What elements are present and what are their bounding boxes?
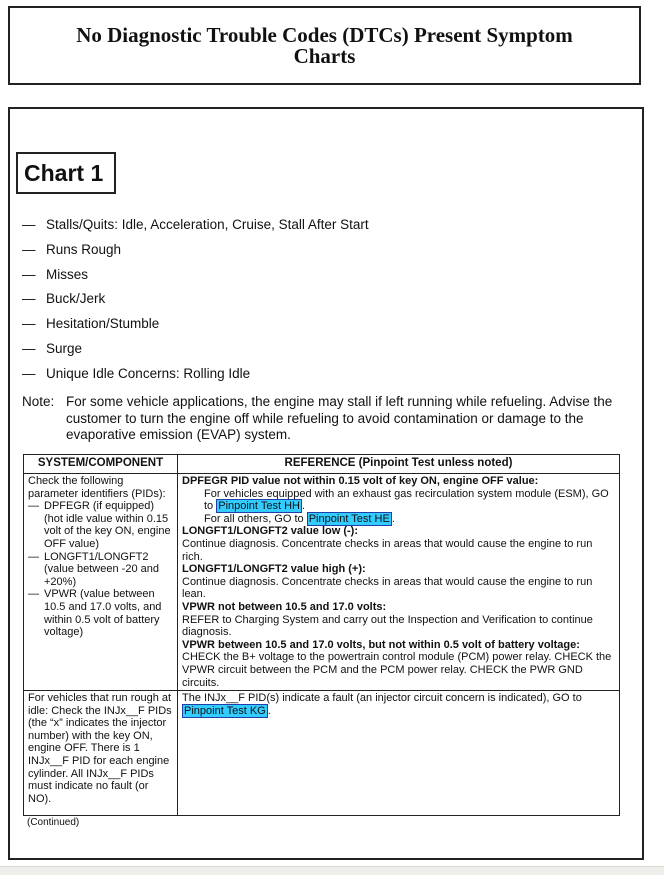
symptom-item <box>22 216 369 241</box>
punctuation: . <box>301 500 306 513</box>
note-block <box>22 394 632 444</box>
table-row <box>24 691 620 816</box>
dash-bullet: — <box>28 550 39 563</box>
column-header-system: SYSTEM/COMPONENT <box>24 455 178 474</box>
dash-bullet: — <box>22 217 36 232</box>
page-title-line-2: Charts <box>293 43 356 68</box>
pid-item <box>28 551 173 589</box>
page-title-box <box>8 6 641 85</box>
reference-cell <box>178 691 620 816</box>
symptom-text: Hesitation/Stumble <box>46 316 160 332</box>
reference-heading: LONGFT1/LONGFT2 value high (+): <box>182 563 366 576</box>
reference-heading: LONGFT1/LONGFT2 value low (-): <box>182 525 358 538</box>
symptom-item <box>22 315 369 340</box>
reference-text <box>182 488 615 513</box>
symptom-text: Surge <box>46 340 83 356</box>
note-label: Note: <box>22 394 55 409</box>
punctuation: . <box>267 704 271 717</box>
reference-text-part: For all others, GO to <box>204 512 307 525</box>
reference-heading: VPWR between 10.5 and 17.0 volts, but not within 0.5 volt of battery voltage: <box>182 638 580 651</box>
reference-text <box>182 513 615 526</box>
column-header-reference: REFERENCE (Pinpoint Test unless noted) <box>178 455 620 474</box>
dash-bullet: — <box>22 316 36 332</box>
pid-item <box>28 588 173 638</box>
note-text: For some vehicle applications, the engine may stall if left running while refueling. Advise the customer to turn the engine off while refueling to avoid contamination or damage to the evaporative emission (EVAP) system. <box>66 394 613 442</box>
punctuation: . <box>391 512 395 525</box>
symptom-text: Misses <box>46 266 89 282</box>
chart-label: Chart 1 <box>16 152 116 194</box>
reference-text-part: For vehicles equipped with an exhaust gas recirculation system module (ESM), GO to <box>204 487 609 513</box>
symptom-text: Unique Idle Concerns: Rolling Idle <box>46 365 251 381</box>
pid-item <box>28 500 173 550</box>
pinpoint-test-kg-link[interactable]: Pinpoint Test KG <box>184 704 266 717</box>
symptom-item <box>22 290 369 315</box>
system-intro: Check the following parameter identifiers (PIDs): <box>28 475 166 500</box>
system-cell: For vehicles that run rough at idle: Check the INJx__F PIDs (the “x” indicates the injector number) with the key ON, engine OFF. There is 1 INJx__F PID for each engine cylinder. All INJx__F PIDs must indicate no fault (or NO). <box>24 691 178 816</box>
reference-heading: DPFEGR PID value not within 0.15 volt of key ON, engine OFF value: <box>182 475 539 487</box>
symptom-item <box>22 266 369 291</box>
pinpoint-test-hh-link[interactable]: Pinpoint Test HH <box>218 500 300 513</box>
symptom-list <box>22 216 369 390</box>
table-row <box>24 474 620 691</box>
pid-item-text: LONGFT1/LONGFT2 (value between -20 and +20%) <box>44 550 159 588</box>
dash-bullet: — <box>28 588 39 601</box>
page-title-line-1: No Diagnostic Trouble Codes (DTCs) Present Symptom <box>76 22 573 47</box>
symptom-text: Stalls/Quits: Idle, Acceleration, Cruise, Stall After Start <box>46 217 369 232</box>
symptom-text: Runs Rough <box>46 241 122 257</box>
dash-bullet: — <box>28 500 39 513</box>
dash-bullet: — <box>22 340 36 356</box>
dash-bullet: — <box>22 241 36 257</box>
reference-text: Continue diagnosis. Concentrate checks in areas that would cause the engine to run rich. <box>182 537 593 563</box>
pid-item-text: DPFEGR (if equipped) (hot idle value within 0.15 volt of the key ON, engine OFF value) <box>44 500 171 550</box>
symptom-text: Buck/Jerk <box>46 291 106 307</box>
pid-item-text: VPWR (value between 10.5 and 17.0 volts, and within 0.5 volt of battery voltage) <box>44 588 162 639</box>
table-header-row <box>24 455 620 474</box>
reference-text: The INJx__F PID(s) indicate a fault (an injector circuit concern is indicated), GO to <box>182 692 582 705</box>
reference-text: REFER to Charging System and carry out the Inspection and Verification to continue diagnosis. <box>182 613 593 639</box>
symptom-item <box>22 365 369 390</box>
system-cell <box>24 474 178 691</box>
symptom-item <box>22 241 369 266</box>
dash-bullet: — <box>22 365 36 381</box>
reference-heading: VPWR not between 10.5 and 17.0 volts: <box>182 600 387 613</box>
dash-bullet: — <box>22 266 36 282</box>
reference-table <box>23 454 620 816</box>
reference-text: Continue diagnosis. Concentrate checks in areas that would cause the engine to run lean. <box>182 575 593 601</box>
reference-text: CHECK the B+ voltage to the powertrain control module (PCM) power relay. CHECK the VPWR circuit between the PCM and the PCM power relay. CHECK the PWR GND circuits. <box>182 651 612 689</box>
reference-cell <box>178 474 620 691</box>
dash-bullet: — <box>22 291 36 307</box>
pinpoint-test-he-link[interactable]: Pinpoint Test HE <box>308 512 390 525</box>
continued-label: (Continued) <box>27 817 80 828</box>
symptom-item <box>22 340 369 365</box>
